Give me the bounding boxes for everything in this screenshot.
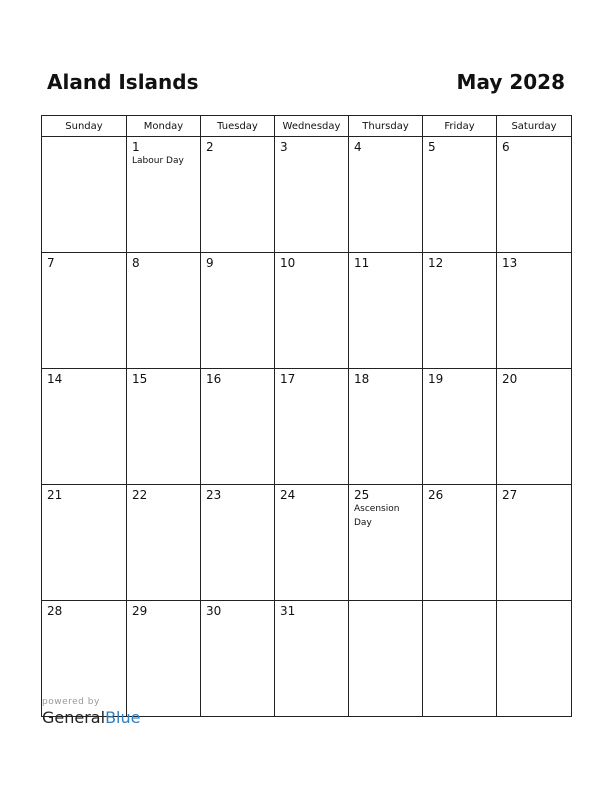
day-cell (349, 137, 423, 253)
day-cell (497, 253, 572, 369)
brand-part-general: General (42, 708, 106, 727)
calendar-grid (41, 115, 572, 717)
day-number: 27 (502, 488, 518, 502)
weekday-saturday: Saturday (497, 116, 572, 137)
day-cell (497, 369, 572, 485)
day-cell (42, 485, 127, 601)
day-cell (42, 253, 127, 369)
day-cell (127, 485, 201, 601)
day-cell (423, 485, 497, 601)
holiday-label: Labour Day (132, 156, 184, 166)
day-cell (349, 485, 423, 601)
weekday-header-row (42, 116, 572, 137)
day-number: 28 (47, 604, 63, 618)
week-row (42, 485, 572, 601)
day-cell (423, 369, 497, 485)
day-number: 31 (280, 604, 296, 618)
day-cell (201, 601, 275, 717)
day-cell (127, 137, 201, 253)
day-number: 12 (428, 256, 444, 270)
day-number: 21 (47, 488, 63, 502)
day-number: 1 (132, 140, 140, 154)
day-number: 13 (502, 256, 518, 270)
week-row (42, 253, 572, 369)
calendar-header (47, 70, 565, 100)
brand-part-blue: Blue (105, 708, 141, 727)
day-number: 4 (354, 140, 362, 154)
day-number: 16 (206, 372, 222, 386)
day-cell (127, 369, 201, 485)
week-row (42, 137, 572, 253)
day-number: 25 (354, 488, 370, 502)
day-cell (349, 253, 423, 369)
day-number: 20 (502, 372, 518, 386)
generalblue-logo (42, 708, 140, 727)
day-number: 2 (206, 140, 214, 154)
day-number: 15 (132, 372, 148, 386)
week-row (42, 369, 572, 485)
day-cell (275, 601, 349, 717)
day-cell (423, 137, 497, 253)
day-cell (497, 137, 572, 253)
weekday-friday: Friday (423, 116, 497, 137)
day-cell (201, 253, 275, 369)
day-cell (497, 601, 572, 717)
day-number: 3 (280, 140, 288, 154)
weekday-wednesday: Wednesday (275, 116, 349, 137)
day-number: 29 (132, 604, 148, 618)
day-cell (275, 369, 349, 485)
day-cell (42, 369, 127, 485)
holiday-label: Ascension Day (354, 504, 400, 528)
day-number: 6 (502, 140, 510, 154)
weekday-thursday: Thursday (349, 116, 423, 137)
weekday-monday: Monday (127, 116, 201, 137)
day-cell (423, 601, 497, 717)
day-number: 22 (132, 488, 148, 502)
day-number: 11 (354, 256, 370, 270)
footer-branding (42, 697, 140, 727)
day-number: 18 (354, 372, 370, 386)
weekday-sunday: Sunday (42, 116, 127, 137)
day-number: 19 (428, 372, 444, 386)
day-number: 10 (280, 256, 296, 270)
country-title: Aland Islands (47, 70, 199, 94)
day-cell (423, 253, 497, 369)
day-cell (201, 485, 275, 601)
day-number: 9 (206, 256, 214, 270)
day-cell (201, 137, 275, 253)
day-cell (201, 369, 275, 485)
day-cell (349, 369, 423, 485)
day-cell (127, 253, 201, 369)
day-number: 30 (206, 604, 222, 618)
day-cell (275, 137, 349, 253)
day-number: 23 (206, 488, 222, 502)
day-number: 5 (428, 140, 436, 154)
powered-by-label: powered by (42, 697, 100, 707)
day-number: 26 (428, 488, 444, 502)
day-number: 17 (280, 372, 296, 386)
weekday-tuesday: Tuesday (201, 116, 275, 137)
day-cell (275, 485, 349, 601)
day-number: 7 (47, 256, 55, 270)
day-cell (42, 137, 127, 253)
day-cell (275, 253, 349, 369)
day-cell (497, 485, 572, 601)
month-year-title: May 2028 (456, 70, 565, 94)
day-number: 8 (132, 256, 140, 270)
day-cell (349, 601, 423, 717)
day-number: 14 (47, 372, 63, 386)
day-number: 24 (280, 488, 296, 502)
